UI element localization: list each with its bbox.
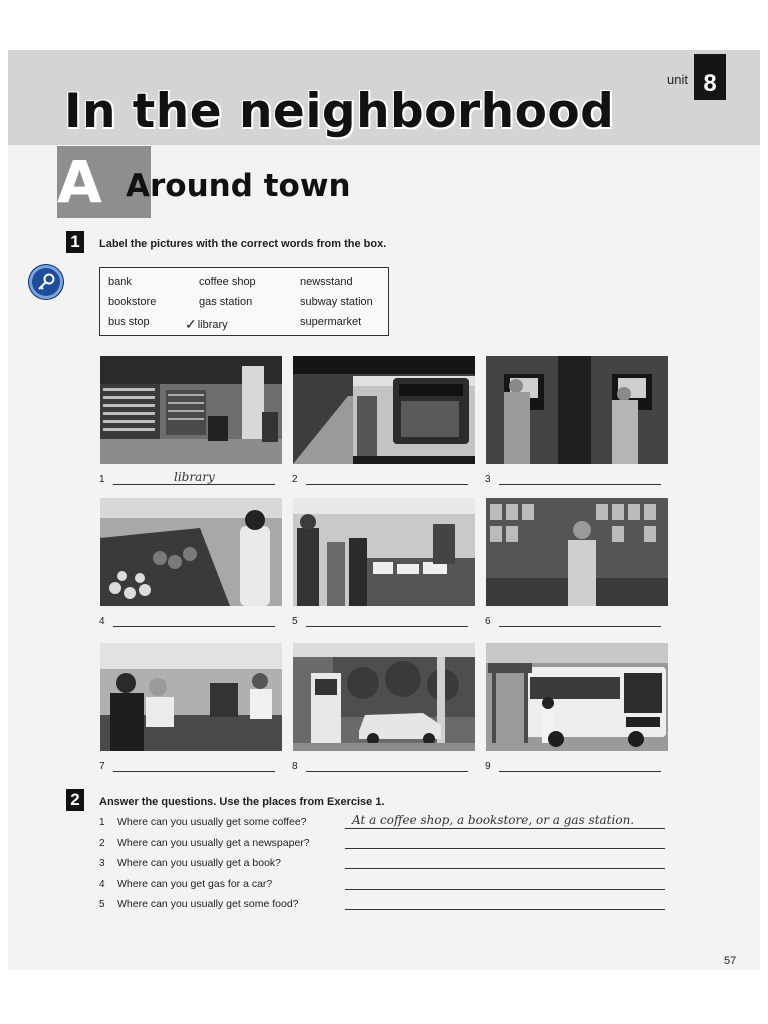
photo-bus-stop — [486, 643, 668, 751]
question-number: 5 — [99, 899, 105, 910]
question-answer-line[interactable] — [345, 848, 665, 849]
exercise-2-instruction: Answer the questions. Use the places from Exercise 1. — [99, 796, 385, 808]
word-box-item-checked — [185, 315, 228, 332]
key-icon-glyph — [35, 271, 57, 293]
picture-number: 5 — [292, 616, 298, 627]
answer-line[interactable] — [113, 484, 275, 485]
unit-number: 8 — [694, 54, 726, 100]
answer-line[interactable] — [306, 484, 468, 485]
word-box-item: bookstore — [108, 296, 157, 308]
picture-number: 9 — [485, 761, 491, 772]
answer-line[interactable] — [499, 626, 661, 627]
exercise-1-number: 1 — [66, 231, 84, 253]
picture-number: 4 — [99, 616, 105, 627]
word-box-item: bank — [108, 276, 132, 288]
question-answer-line[interactable] — [345, 909, 665, 910]
key-icon[interactable] — [29, 265, 63, 299]
question-answer-line[interactable] — [345, 828, 665, 829]
word-box-item: supermarket — [300, 316, 362, 328]
answer-line[interactable] — [499, 484, 661, 485]
word-box-item: gas station — [199, 296, 253, 308]
answer-line[interactable] — [306, 771, 468, 772]
question-number: 1 — [99, 817, 105, 828]
answer-line[interactable] — [306, 626, 468, 627]
word-box — [99, 267, 389, 336]
word-box-item: newsstand — [300, 276, 353, 288]
picture-number: 3 — [485, 474, 491, 485]
question-answer: At a coffee shop, a bookstore, or a gas station. — [352, 813, 635, 827]
page-title: In the neighborhood — [64, 84, 615, 139]
answer-line[interactable] — [113, 626, 275, 627]
picture-number: 2 — [292, 474, 298, 485]
question-answer-line[interactable] — [345, 868, 665, 869]
photo-bookstore — [293, 498, 475, 606]
word-box-item: subway station — [300, 296, 373, 308]
check-mark-icon: ✓ — [185, 316, 197, 332]
picture-number: 6 — [485, 616, 491, 627]
photo-coffee-shop — [100, 643, 282, 751]
photo-supermarket — [100, 498, 282, 606]
answer-line[interactable] — [499, 771, 661, 772]
exercise-2-number: 2 — [66, 789, 84, 811]
word-box-item: bus stop — [108, 316, 150, 328]
question-text: Where can you usually get a book? — [117, 857, 282, 869]
photo-bank — [486, 356, 668, 464]
photo-library — [100, 356, 282, 464]
photo-newsstand — [486, 498, 668, 606]
question-text: Where can you usually get a newspaper? — [117, 837, 310, 849]
page-number: 57 — [724, 955, 737, 967]
word-box-item: coffee shop — [199, 276, 256, 288]
question-text: Where can you usually get some food? — [117, 898, 299, 910]
picture-number: 8 — [292, 761, 298, 772]
section-letter: A — [57, 146, 151, 218]
exercise-1-instruction: Label the pictures with the correct words from the box. — [99, 238, 387, 250]
picture-answer: library — [174, 470, 215, 484]
photo-subway-station — [293, 356, 475, 464]
photo-gas-station — [293, 643, 475, 751]
picture-number: 7 — [99, 761, 105, 772]
section-title: Around town — [126, 168, 351, 204]
picture-number: 1 — [99, 474, 105, 485]
question-answer-line[interactable] — [345, 889, 665, 890]
question-number: 2 — [99, 838, 105, 849]
question-number: 3 — [99, 858, 105, 869]
unit-label: unit — [667, 72, 688, 87]
word-box-item-label: library — [197, 319, 228, 331]
question-number: 4 — [99, 879, 105, 890]
answer-line[interactable] — [113, 771, 275, 772]
question-text: Where can you get gas for a car? — [117, 878, 273, 890]
question-text: Where can you usually get some coffee? — [117, 816, 307, 828]
